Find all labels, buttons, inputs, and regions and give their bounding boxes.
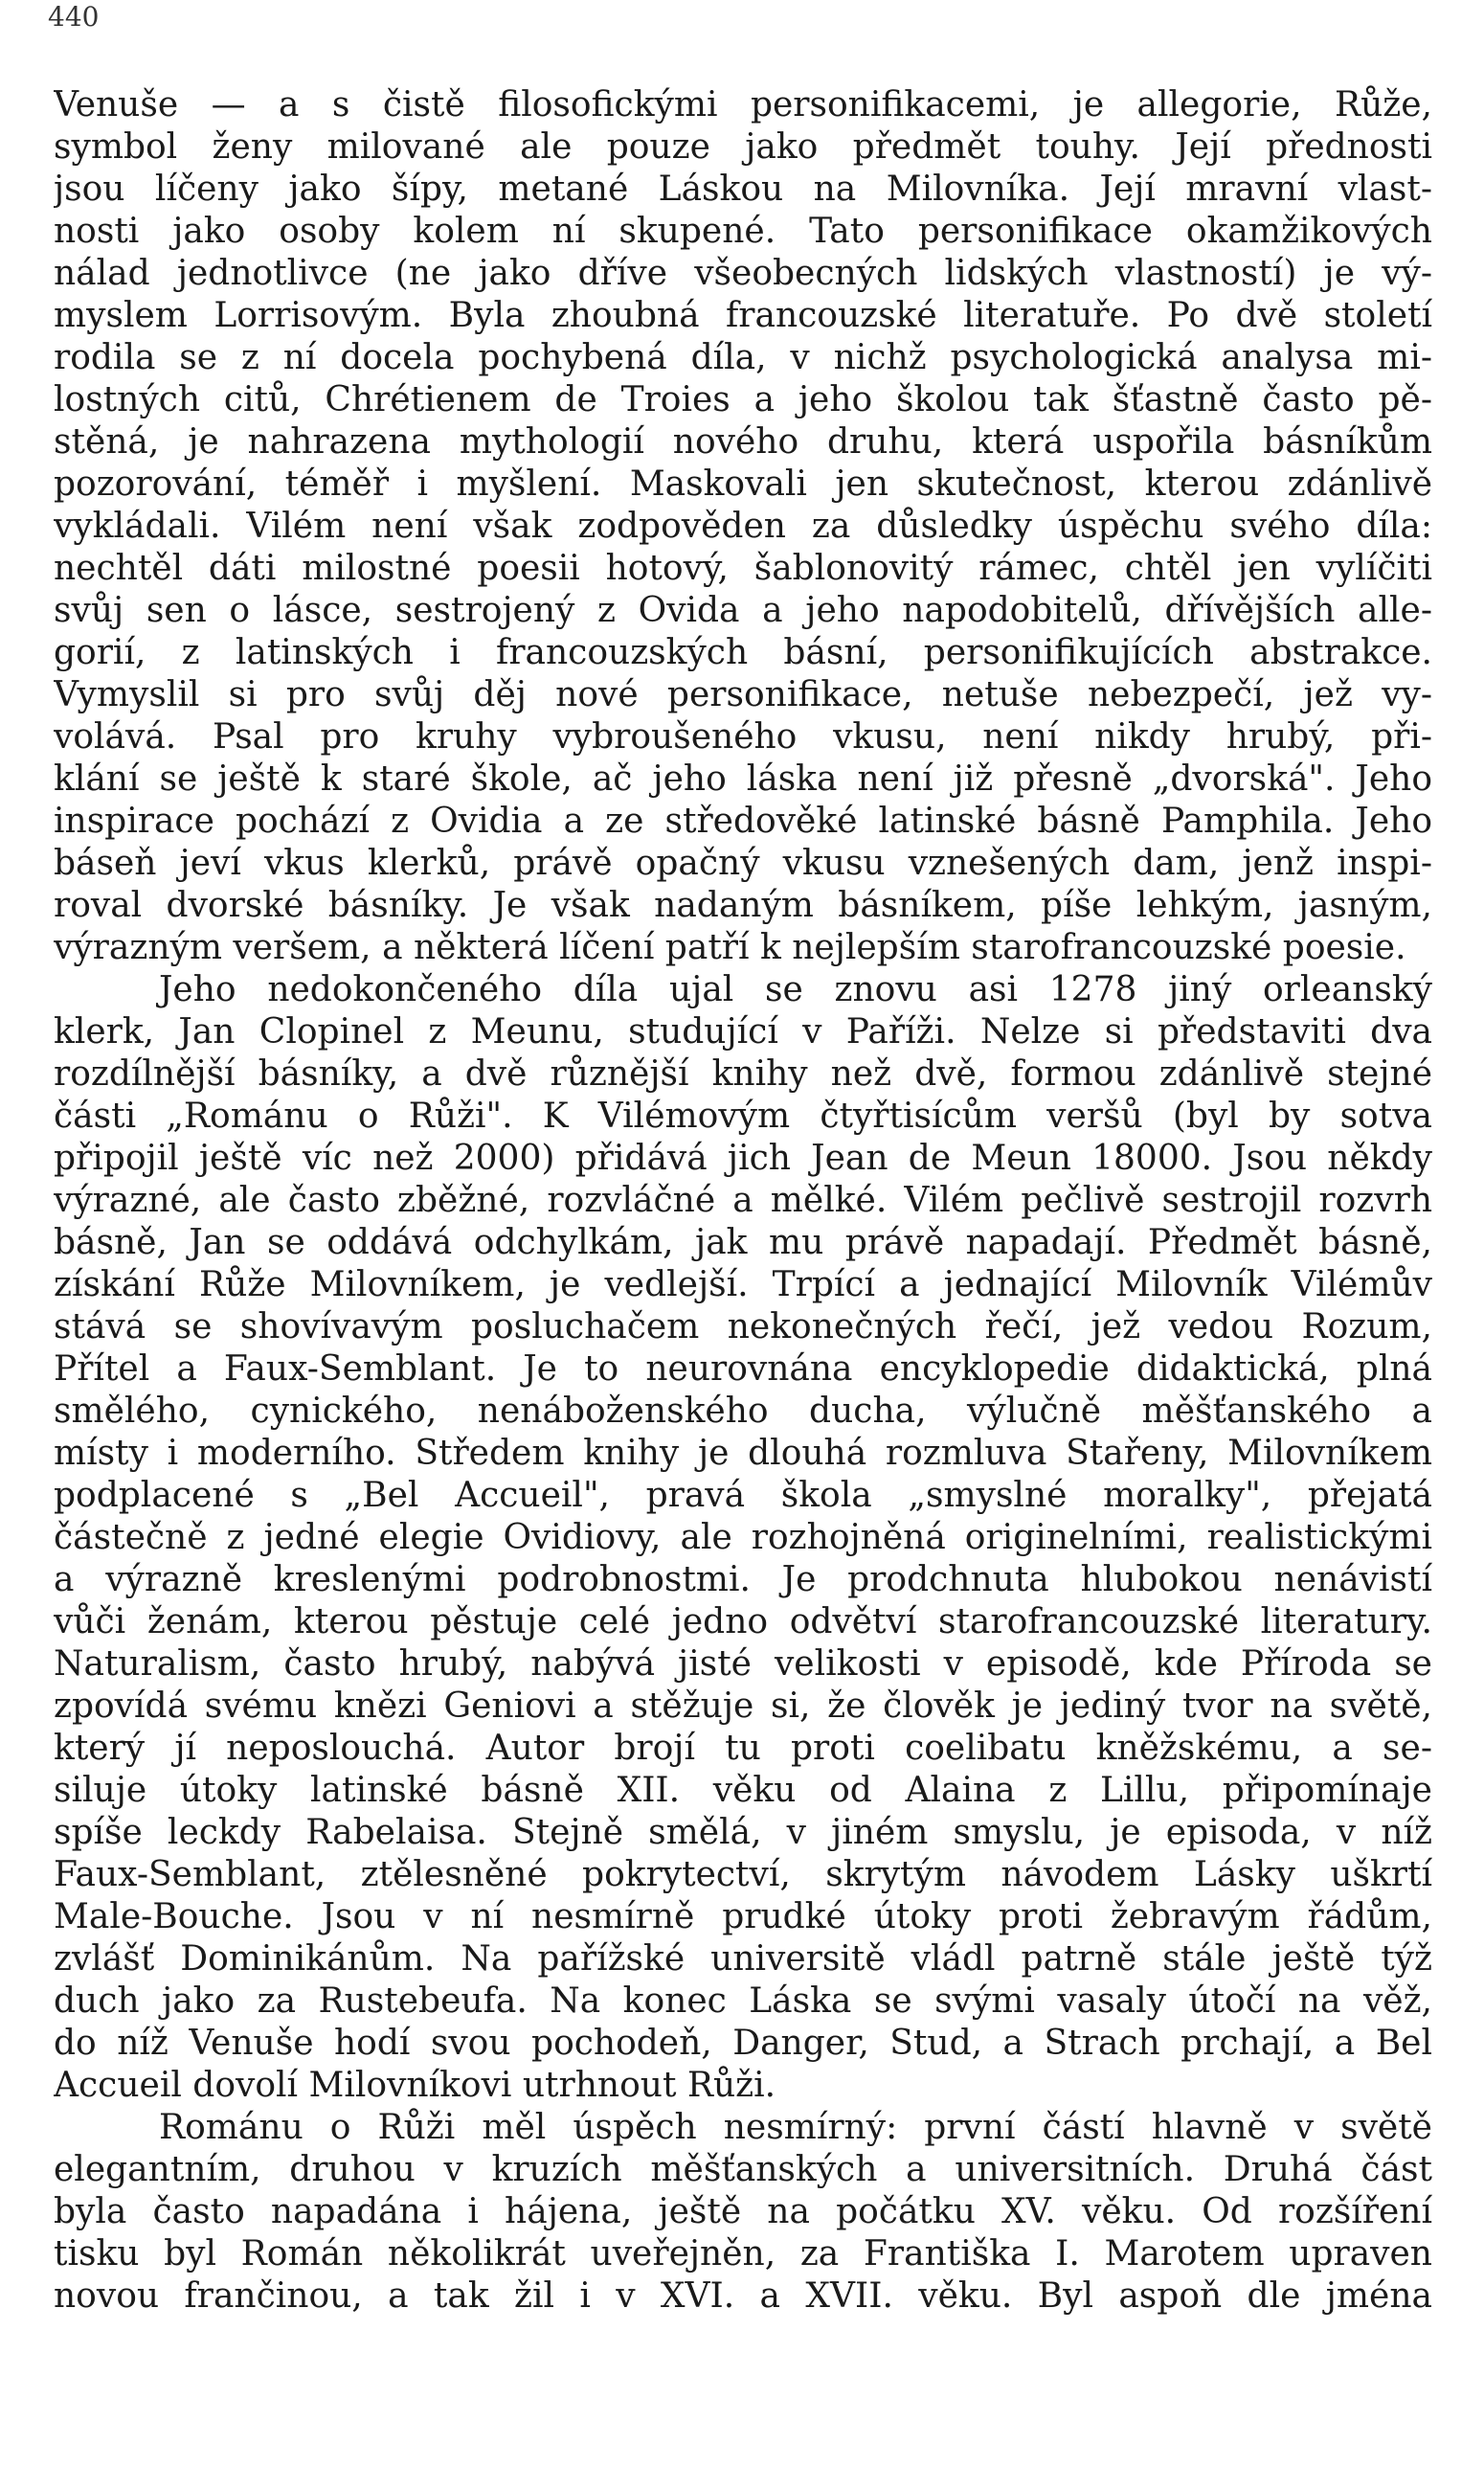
text-line: Venuše — a s čistě filosofickými personifikacemi, je allegorie, Růže, bbox=[54, 85, 1432, 124]
text-line: nosti jako osoby kolem ní skupené. Tato personifikace okamžikových bbox=[54, 212, 1432, 251]
text-line: Vymyslil si pro svůj děj nové personifikace, netuše nebezpečí, jež vy- bbox=[54, 675, 1432, 714]
text-line: klerk, Jan Clopinel z Meunu, studující v Paříži. Nelze si představiti dva bbox=[54, 1012, 1432, 1052]
text-line: básně, Jan se oddává odchylkám, jak mu právě napadají. Předmět básně, bbox=[54, 1223, 1432, 1262]
text-line: Románu o Růži měl úspěch nesmírný: první částí hlavně v světě bbox=[159, 2108, 1432, 2147]
text-line: duch jako za Rustebeufa. Na konec Láska se svými vasaly útočí na věž, bbox=[54, 1981, 1432, 2021]
text-line: Naturalism, často hrubý, nabývá jisté velikosti v episodě, kde Příroda se bbox=[54, 1644, 1432, 1684]
text-line: volává. Psal pro kruhy vybroušeného vkusu, není nikdy hrubý, při- bbox=[54, 717, 1432, 757]
text-line: symbol ženy milované ale pouze jako předmět touhy. Její přednosti bbox=[54, 127, 1432, 167]
text-line: elegantním, druhou v kruzích měšťanských a universitních. Druhá část bbox=[54, 2150, 1432, 2189]
text-line: výrazné, ale často zběžné, rozvláčné a mělké. Vilém pečlivě sestrojil rozvrh bbox=[54, 1181, 1432, 1220]
text-line: podplacené s „Bel Accueil", pravá škola „smyslné moralky", přejatá bbox=[54, 1476, 1432, 1515]
text-line: báseň jeví vkus klerků, právě opačný vkusu vznešených dam, jenž inspi- bbox=[54, 844, 1432, 883]
paragraph-1 bbox=[54, 84, 1432, 969]
text-line: vykládali. Vilém není však zodpověden za důsledky úspěchu svého díla: bbox=[54, 507, 1432, 546]
text-line: byla často napadána i hájena, ještě na počátku XV. věku. Od rozšíření bbox=[54, 2192, 1432, 2231]
text-line: zvlášť Dominikánům. Na pařížské universitě vládl patrně stále ještě týž bbox=[54, 1939, 1432, 1979]
text-line: svůj sen o lásce, sestrojený z Ovida a jeho napodobitelů, dřívějších alle- bbox=[54, 591, 1432, 630]
text-line: nálad jednotlivce (ne jako dříve všeobecných lidských vlastností) je vý- bbox=[54, 254, 1432, 293]
text-line: rodila se z ní docela pochybená díla, v nichž psychologická analysa mi- bbox=[54, 338, 1432, 377]
page-number: 440 bbox=[48, 1, 100, 33]
body-text bbox=[54, 84, 1432, 2318]
text-line: do níž Venuše hodí svou pochodeň, Danger, Stud, a Strach prchají, a Bel bbox=[54, 2024, 1432, 2063]
text-line: roval dvorské básníky. Je však nadaným básníkem, píše lehkým, jasným, bbox=[54, 886, 1432, 925]
text-line: lostných citů, Chrétienem de Troies a jeho školou tak šťastně často pě- bbox=[54, 380, 1432, 419]
paragraph-3 bbox=[54, 2107, 1432, 2318]
text-line: Jeho nedokončeného díla ujal se znovu asi 1278 jiný orleanský bbox=[159, 970, 1432, 1009]
text-line: zpovídá svému knězi Geniovi a stěžuje si, že člověk je jediný tvor na světě, bbox=[54, 1686, 1432, 1726]
text-line: Accueil dovolí Milovníkovi utrhnout Růži. bbox=[54, 2066, 776, 2105]
text-line: stává se shovívavým posluchačem nekonečných řečí, jež vedou Rozum, bbox=[54, 1307, 1432, 1346]
paragraph-2 bbox=[54, 969, 1432, 2107]
text-line: novou frančinou, a tak žil i v XVI. a XVII. věku. Byl aspoň dle jména bbox=[54, 2276, 1432, 2316]
text-line: rozdílnější básníky, a dvě různější knihy než dvě, formou zdánlivě stejné bbox=[54, 1054, 1432, 1094]
text-line: nechtěl dáti milostné poesii hotový, šablonovitý rámec, chtěl jen vylíčiti bbox=[54, 549, 1432, 588]
text-line: jsou líčeny jako šípy, metané Láskou na Milovníka. Její mravní vlast- bbox=[54, 170, 1432, 209]
text-line: výrazným veršem, a některá líčení patří k nejlepším starofrancouzské poesie. bbox=[54, 928, 1406, 967]
text-line: stěná, je nahrazena mythologií nového druhu, která uspořila básníkům bbox=[54, 422, 1432, 462]
text-line: tisku byl Román několikrát uveřejněn, za Františka I. Marotem upraven bbox=[54, 2234, 1432, 2274]
text-line: spíše leckdy Rabelaisa. Stejně smělá, v jiném smyslu, je episoda, v níž bbox=[54, 1813, 1432, 1852]
text-line: části „Románu o Růži". K Vilémovým čtyřtisícům veršů (byl by sotva bbox=[54, 1097, 1432, 1136]
text-line: který jí neposlouchá. Autor brojí tu proti coelibatu kněžskému, a se- bbox=[54, 1729, 1432, 1768]
text-line: myslem Lorrisovým. Byla zhoubná francouzské literatuře. Po dvě století bbox=[54, 296, 1432, 335]
text-line: vůči ženám, kterou pěstuje celé jedno odvětví starofrancouzské literatury. bbox=[54, 1602, 1432, 1641]
text-line: získání Růže Milovníkem, je vedlejší. Trpící a jednající Milovník Vilémův bbox=[54, 1265, 1432, 1304]
text-line: připojil ještě víc než 2000) přidává jich Jean de Meun 18000. Jsou někdy bbox=[54, 1139, 1432, 1178]
text-line: pozorování, téměř i myšlení. Maskovali jen skutečnost, kterou zdánlivě bbox=[54, 464, 1432, 504]
text-line: smělého, cynického, nenáboženského ducha, výlučně měšťanského a bbox=[54, 1392, 1432, 1431]
text-line: a výrazně kreslenými podrobnostmi. Je prodchnuta hlubokou nenávistí bbox=[54, 1560, 1432, 1599]
text-line: částečně z jedné elegie Ovidiovy, ale rozhojněná originelními, realistickými bbox=[54, 1518, 1432, 1557]
text-line: Faux-Semblant, ztělesněné pokrytectví, skrytým návodem Lásky uškrtí bbox=[54, 1855, 1432, 1894]
text-line: inspirace pochází z Ovidia a ze středověké latinské básně Pamphila. Jeho bbox=[54, 802, 1432, 841]
text-line: místy i moderního. Středem knihy je dlouhá rozmluva Stařeny, Milovníkem bbox=[54, 1434, 1432, 1473]
text-line: Male-Bouche. Jsou v ní nesmírně prudké útoky proti žebravým řádům, bbox=[54, 1897, 1432, 1936]
text-line: siluje útoky latinské básně XII. věku od Alaina z Lillu, připomínaje bbox=[54, 1771, 1432, 1810]
text-line: Přítel a Faux-Semblant. Je to neurovnána encyklopedie didaktická, plná bbox=[54, 1349, 1432, 1389]
text-line: gorií, z latinských i francouzských básní, personifikujících abstrakce. bbox=[54, 633, 1432, 672]
text-line: klání se ještě k staré škole, ač jeho láska není již přesně „dvorská". Jeho bbox=[54, 759, 1432, 799]
